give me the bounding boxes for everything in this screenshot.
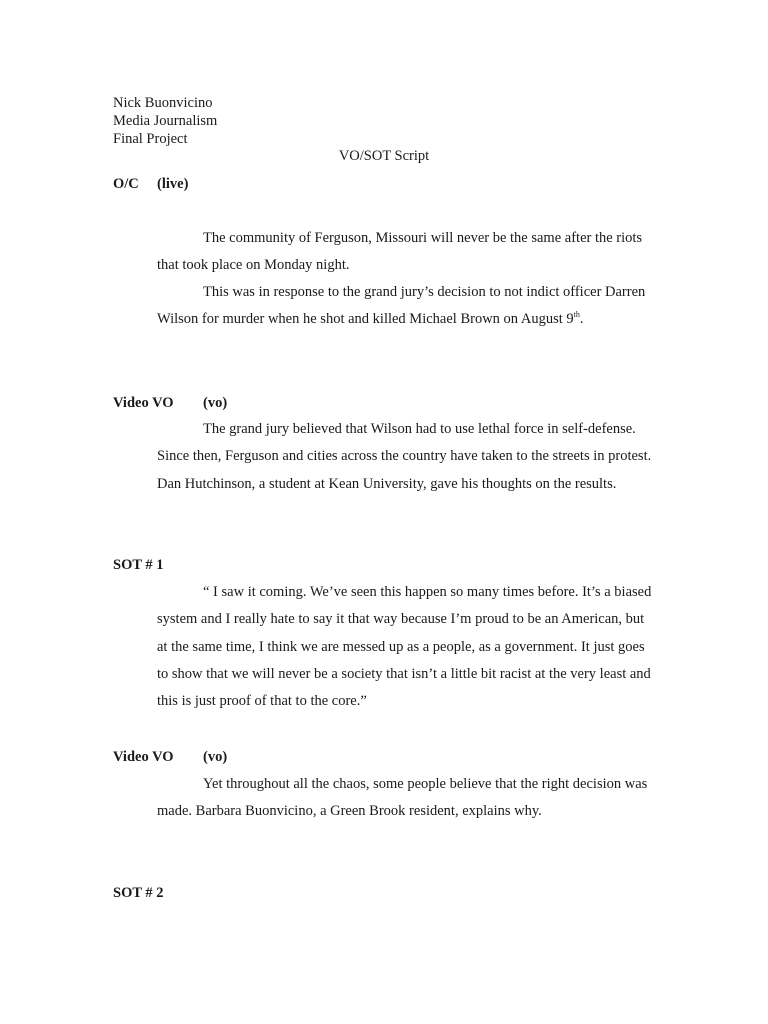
vo1-paragraph: The grand jury believed that Wilson had to use lethal force in self-defense. Since then, Ferguson and cities across the country have taken to the streets in protest. Dan Hutchinson, a student at Kean University, gave his thoughts on the results.: [157, 421, 652, 492]
oc-paragraph-2-end: .: [579, 311, 584, 328]
oc-paragraph-1: The community of Ferguson, Missouri will never be the same after the riots that took place on Monday night.: [157, 230, 643, 274]
author-name: Nick Buonvicino: [113, 95, 213, 111]
sot1-label: SOT # 1: [113, 557, 164, 573]
vo1-label: Video VO: [113, 395, 174, 411]
vo2-paragraph: Yet throughout all the chaos, some people believe that the right decision was made. Barbara Buonvicino, a Green Brook resident, explains why.: [157, 776, 648, 820]
oc-paragraph-2-text: This was in response to the grand jury’s decision to not indict officer Darren Wilson for murder when he shot and killed Michael Brown on August 9: [157, 284, 646, 328]
vo1-tag: (vo): [203, 395, 228, 411]
document-title: [0, 148, 768, 165]
sot1-paragraph: “ I saw it coming. We’ve seen this happen so many times before. It’s a biased system and I really hate to say it that way because I’m proud to be an American, but at the same time, I think we are messed up as a people, as a government. It just goes to show that we will never be a society that isn’t a little bit racist at the very least and this is just proof of that to the core.”: [157, 584, 652, 710]
vo2-label: Video VO: [113, 749, 174, 765]
oc-label: O/C: [113, 176, 139, 192]
vo2-tag: (vo): [203, 749, 228, 765]
oc-tag: (live): [157, 176, 189, 192]
oc-paragraph-2: [157, 279, 657, 334]
sot2-label: SOT # 2: [113, 885, 164, 901]
oc-paragraph-2-sup: th: [573, 310, 580, 320]
document-title-text: VO/SOT Script: [338, 148, 430, 164]
assignment-name: Final Project: [113, 131, 188, 147]
course-name: Media Journalism: [113, 113, 218, 129]
